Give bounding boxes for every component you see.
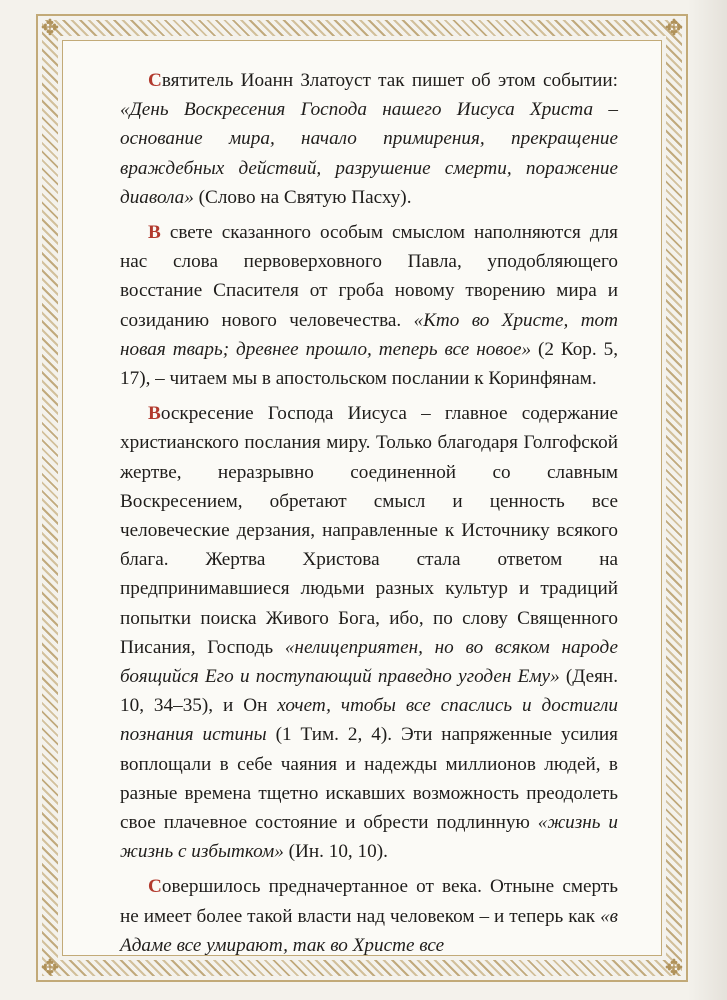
body-text: (1 Тим. 2, 4). Эти напряженные усилия воплощали в себе чаяния и надежды миллионов людей, в разные времена тщетно искавших возможность преодолеть свое плачевное состояние и обрести подлинную <box>120 724 619 834</box>
body-text: овершилось предначертанное от века. Отныне смерть не имеет более такой власти над человеком – и теперь как <box>120 876 618 927</box>
quote-text: «нелицеприятен, но во всяком народе боящийся Его и поступающий праведно угоден Ему» <box>120 636 618 688</box>
paragraph <box>120 66 618 212</box>
body-text: (Ин. 10, 10). <box>283 841 388 863</box>
corner-ornament-icon: ✥ <box>664 955 684 980</box>
page-edge-shadow <box>687 0 727 1000</box>
paragraph-initial: С <box>148 70 162 91</box>
body-text: (Деян. 10, 34–35), и Он <box>120 666 618 717</box>
quote-text: «в Адаме все умирают, так во Христе все <box>120 905 618 956</box>
body-text: вятитель Иоанн Златоуст так пишет об этом событии: <box>161 70 618 91</box>
body-text: оскресение Господа Иисуса – главное содержание христианского послания миру. Только благодаря Голгофской жертве, неразрывно соединенной со славным Воскресением, обретают смысл и ценность все человеческие дерзания, направленные к Источнику всякого блага. Жертва Христова стала ответом на предпринимавшиеся людьми разных культур и традиций попытки поиска Живого Бога, ибо, по слову Священного Писания, Господь <box>120 403 618 658</box>
paragraph-initial: С <box>148 876 162 898</box>
quote-text: «День Воскресения Господа нашего Иисуса Христа – основание мира, начало примирения, прекращение враждебных действий, разрушение смерти, поражение диавола» <box>120 99 618 208</box>
quote-text: «жизнь и жизнь с избытком» <box>120 812 618 863</box>
quote-text: хочет, чтобы все спаслись и достигли познания истины <box>120 695 618 746</box>
document-body <box>120 66 618 966</box>
body-text: (2 Кор. 5, 17), – читаем мы в апостольском послании к Коринфянам. <box>120 338 618 390</box>
paragraph <box>120 399 618 866</box>
paragraph <box>120 218 618 393</box>
paragraph-initial: В <box>148 403 161 425</box>
paragraph <box>120 872 618 960</box>
quote-text: «Кто во Христе, тот новая тварь; древнее прошло, теперь все новое» <box>120 309 619 360</box>
corner-ornament-icon: ✥ <box>664 15 684 40</box>
corner-ornament-icon: ✥ <box>40 955 60 980</box>
paragraph-initial: В <box>148 222 161 244</box>
corner-ornament-icon: ✥ <box>40 15 60 40</box>
body-text: (Слово на Святую Пасху). <box>193 186 412 208</box>
body-text: свете сказанного особым смыслом наполняются для нас слова первоверховного Павла, уподобляющего восстание Спасителя от гроба новому творению мира и созиданию нового человечества. <box>120 222 618 331</box>
